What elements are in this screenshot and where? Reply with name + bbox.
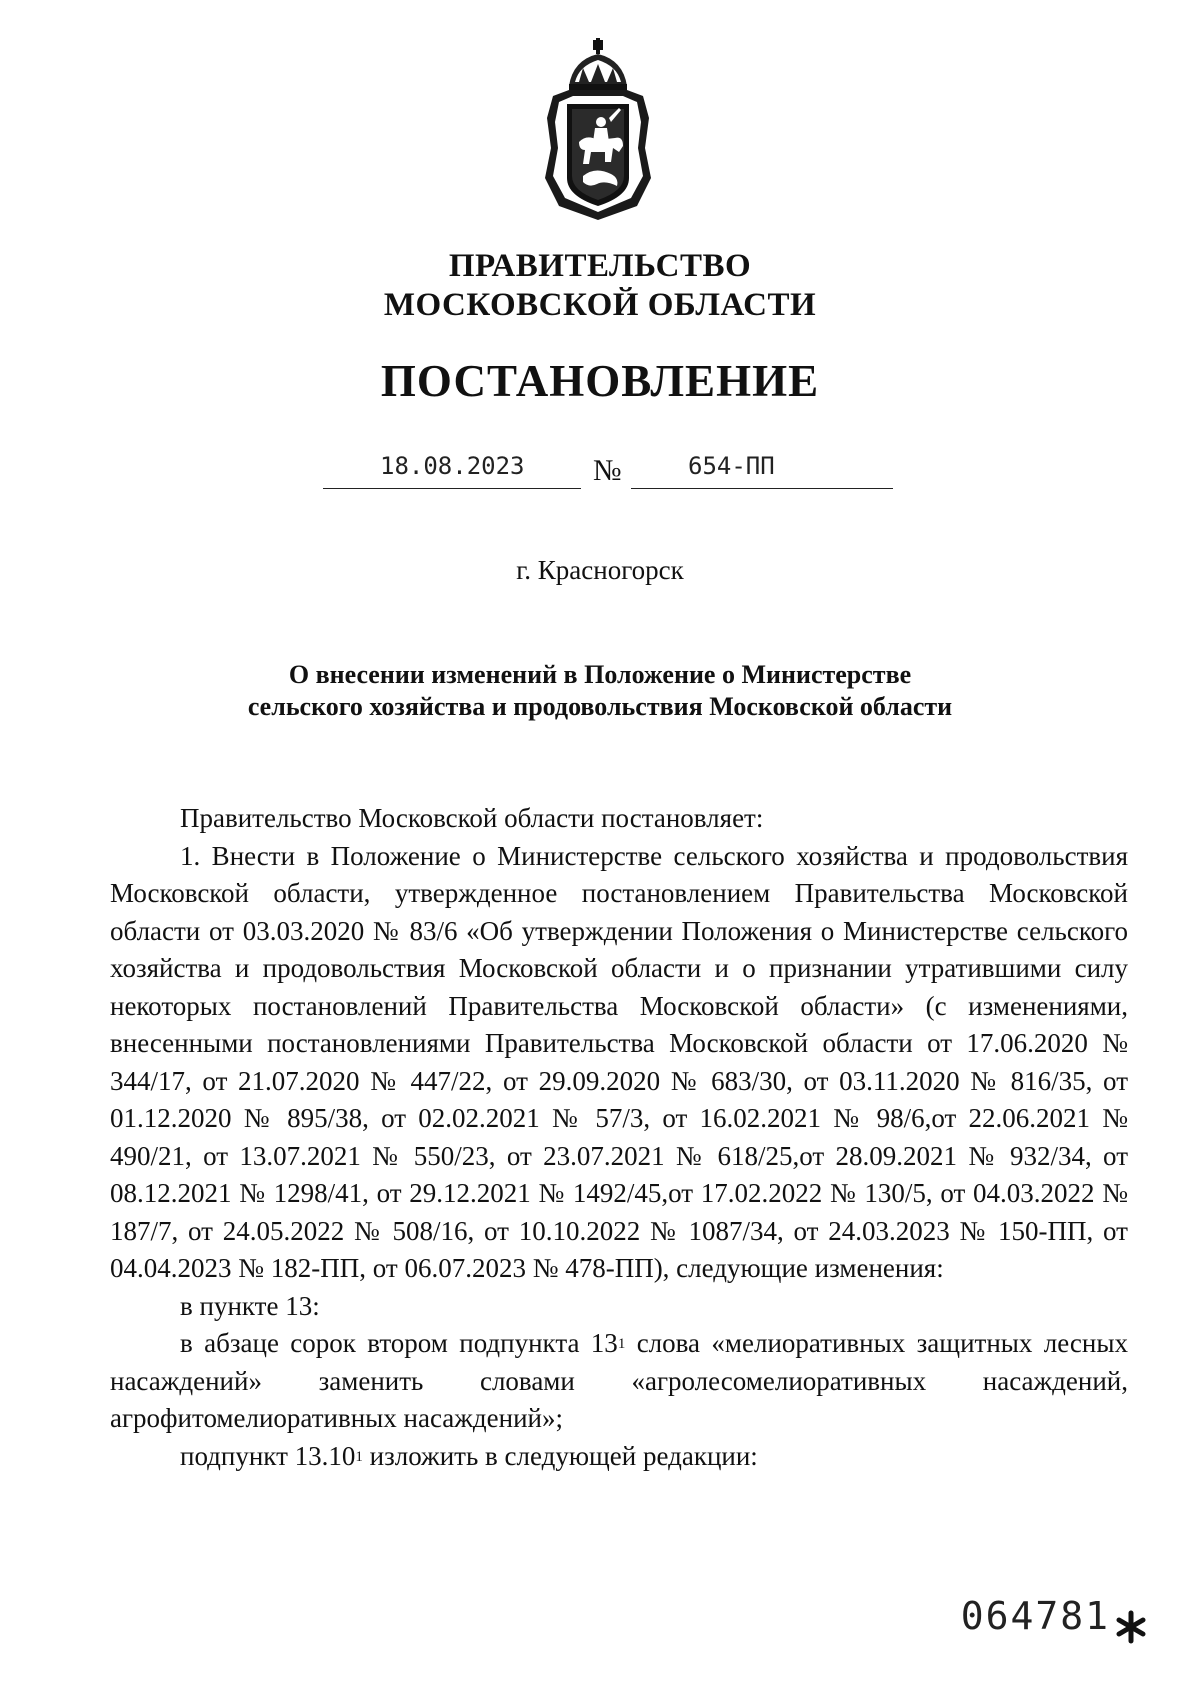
government-title-line1: ПРАВИТЕЛЬСТВО (448, 248, 752, 284)
coat-of-arms-emblem (539, 38, 657, 223)
superscript-marker: 1 (355, 1448, 363, 1465)
registration-line (0, 450, 1200, 490)
subject-line1: О внесении изменений в Положение о Министерстве (288, 660, 912, 689)
paragraph-amendment-a-end: слова «мелиоративных защитных лесных насаждений» заменить словами «агролесомелиоративных насаждений, агрофитомелиоративных насаждений»; (110, 1328, 1128, 1433)
paragraph-amendment-b (110, 1438, 1128, 1476)
decree-number: 654-ПП (688, 452, 775, 480)
form-serial-number: 064781 (960, 1594, 1110, 1638)
paragraph-amendment-b-end: изложить в следующей редакции: (362, 1440, 758, 1471)
document-type-title: ПОСТАНОВЛЕНИЕ (380, 356, 820, 406)
preamble-paragraph: Правительство Московской области постановляет: (180, 803, 764, 833)
subject-line2: сельского хозяйства и продовольствия Московской области (247, 692, 953, 721)
asterisk-icon (1114, 1610, 1148, 1644)
paragraph-amendment-a-start: в абзаце сорок втором подпункта 13 (180, 1328, 618, 1358)
government-title-line2: МОСКОВСКОЙ ОБЛАСТИ (383, 287, 817, 323)
item-1-paragraph: 1. Внести в Положение о Министерстве сельского хозяйства и продовольствия Московской области, утвержденное постановлением Правительства Московской области от 03.03.2020 № 83/6 «Об утверждении Положения о Министерстве сельского хозяйства и продовольствия Московской области и о признании утратившими силу некоторых постановлений Правительства Московской области» (с изменениями, внесенными постановлениями Правительства Московской области от 17.06.2020 № 344/17, от 21.07.2020 № 447/22, от 29.09.2020 № 683/30, от 03.11.2020 № 816/35, от 01.12.2020 № 895/38, от 02.02.2021 № 57/3, от 16.02.2021 № 98/6,от 22.06.2021 № 490/21, от 13.07.2021 № 550/23, от 23.07.2021 № 618/25,от 28.09.2021 № 932/34, от 08.12.2021 № 1298/41, от 29.12.2021 № 1492/45,от 17.02.2022 № 130/5, от 04.03.2022 № 187/7, от 24.05.2022 № 508/16, от 10.10.2022 № 1087/34, от 24.03.2023 № 150-ПП, от 04.04.2023 № 182-ПП, от 06.07.2023 № 478-ПП), следующие изменения: (110, 840, 1128, 1283)
document-body (110, 800, 1128, 1475)
paragraph-amendment-a (110, 1325, 1128, 1438)
paragraph-amendment-b-start: подпункт 13.10 (180, 1440, 356, 1471)
paragraph-clause-13: в пункте 13: (180, 1290, 320, 1321)
decree-date: 18.08.2023 (380, 452, 525, 480)
superscript-marker: 1 (617, 1336, 626, 1352)
number-sign: № (593, 454, 622, 487)
city-name: г. Красногорск (516, 555, 684, 585)
